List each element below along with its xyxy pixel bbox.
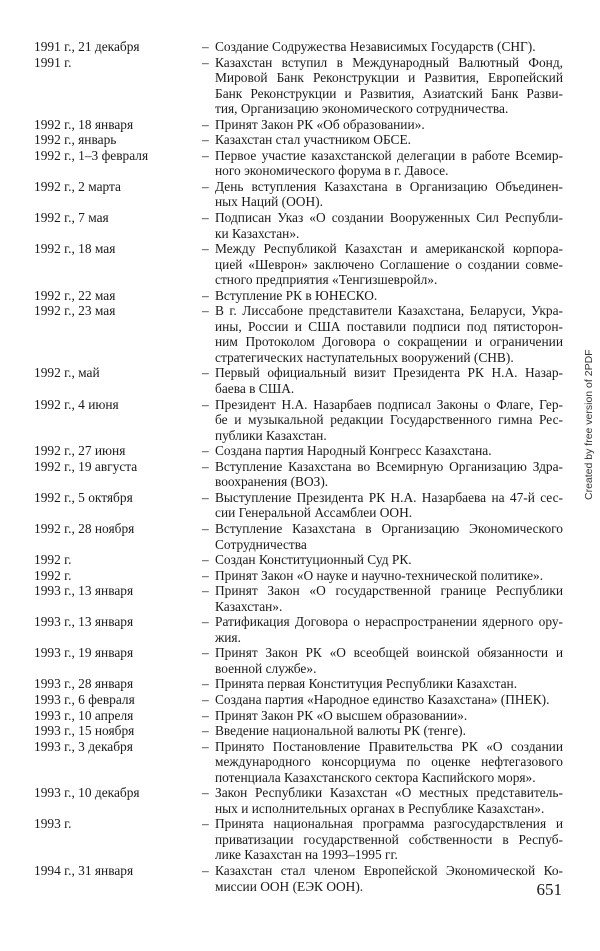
entry-description [215,241,563,288]
entry-dash: – [202,458,209,474]
chronology-entry [34,397,564,444]
page-number: 651 [536,880,562,899]
entry-dash: – [202,785,209,801]
entry-date: 1992 г., 18 января [34,116,134,132]
description-line: ных Наций (ООН). [215,194,323,210]
description-line: ных и исполнительных органах в Республике Казахстан». [215,800,545,816]
entry-description [215,863,563,894]
entry-date: 1993 г., 13 января [34,614,134,630]
description-line: Вступление Казахстана в Организацию Экономического [215,520,563,536]
entry-date: 1992 г., 5 октября [34,489,133,505]
chronology-entry [34,708,564,724]
entry-description [215,614,563,645]
description-line: Ратификация Договора о нераспространении ядерного ору- [215,614,563,630]
entry-date: 1992 г., 7 мая [34,210,109,226]
watermark: Created by free version of 2PDF [583,349,595,500]
chronology-entry [34,614,564,645]
entry-date: 1993 г., 6 февраля [34,691,135,707]
description-line: Принят Закон «О государственной границе Республики [215,583,563,599]
chronology-entry [34,365,564,396]
chronology-entry [34,303,564,365]
description-line: жия. [215,629,241,645]
entry-date: 1992 г., январь [34,132,117,148]
description-line: Выступление Президента РК Н.А. Назарбаева на 47-й сес- [215,489,563,505]
chronology-entry [34,288,564,304]
entry-description [215,397,563,444]
description-line: Мировой Банк Реконструкции и Развития, Европейский [215,70,563,86]
entry-date: 1991 г. [34,54,72,70]
description-line: Принята первая Конституция Республики Казахстан. [215,676,518,692]
chronology-entry [34,692,564,708]
entry-dash: – [202,287,209,303]
entry-description [215,117,563,133]
description-line: потенциала Казахстанского сектора Каспийского моря». [215,769,536,785]
description-line: В г. Лиссабоне представители Казахстана, Беларуси, Укра- [215,303,563,319]
entry-description [215,39,563,55]
description-line: тия, Организацию экономического сотрудничества. [215,101,509,117]
entry-description [215,708,563,724]
chronology-entry [34,459,564,490]
entry-description [215,816,563,863]
entry-dash: – [202,39,209,54]
description-line: Принят Закон РК «Об образовании». [215,116,425,132]
entry-date: 1992 г., 27 июня [34,443,126,459]
entry-description [215,490,563,521]
entry-dash: – [202,178,209,194]
entry-dash: – [202,241,209,257]
entry-dash: – [202,520,209,536]
entry-dash: – [202,396,209,412]
description-line: Первый официальный визит Президента РК Н.А. Назар- [215,365,563,381]
chronology-entry [34,132,564,148]
entry-date: 1992 г., 19 августа [34,458,138,474]
entry-description [215,583,563,614]
entry-dash: – [202,116,209,132]
entry-date: 1992 г., 2 марта [34,178,121,194]
entry-dash: – [202,443,209,459]
description-line: Между Республикой Казахстан и американской корпора- [215,241,563,257]
entry-dash: – [202,707,209,723]
entry-description [215,148,563,179]
description-line: стратегических наступательных вооружений (СНВ). [215,349,514,365]
description-line: Создан Конституционный Суд РК. [215,552,412,568]
entry-dash: – [202,614,209,630]
chronology-entry [34,552,564,568]
entry-date: 1993 г., 10 декабря [34,785,140,801]
entry-date: 1992 г., 22 мая [34,287,116,303]
entry-description [215,723,563,739]
entry-description [215,210,563,241]
entry-description [215,365,563,396]
entry-date: 1992 г., 1–3 февраля [34,147,149,163]
description-line: Создание Содружества Независимых Государств (СНГ). [215,39,536,54]
description-line: Принят Закон РК «О всеобщей воинской обязанности и [215,645,563,661]
entry-description [215,55,563,117]
description-line: лике Казахстан на 1993–1995 гг. [215,847,398,863]
chronology-entry [34,816,564,863]
chronology-entry [34,723,564,739]
entry-dash: – [202,676,209,692]
entry-date: 1992 г. [34,567,72,583]
description-line: военной службе». [215,660,317,676]
description-line: Принято Постановление Правительства РК «О создании [215,738,563,754]
entry-date: 1993 г. [34,816,72,832]
chronology-entry [34,521,564,552]
entry-dash: – [202,303,209,319]
chronology-entry [34,117,564,133]
description-line: воохранения (ВОЗ). [215,474,329,490]
description-line: Вступление РК в ЮНЕСКО. [215,287,378,303]
description-line: сии Генеральной Ассамблеи ООН. [215,505,413,521]
entry-dash: – [202,645,209,661]
description-line: стного предприятия «Тенгизшевройл». [215,272,438,288]
entry-description [215,568,563,584]
chronology-entry [34,863,564,894]
entry-description [215,179,563,210]
entry-dash: – [202,552,209,568]
description-line: Принят Закон РК «О высшем образовании». [215,707,468,723]
entry-dash: – [202,738,209,754]
entry-date: 1992 г., 23 мая [34,303,116,319]
chronology-entry [34,490,564,521]
entry-date: 1992 г., май [34,365,100,381]
entry-date: 1993 г., 3 декабря [34,738,133,754]
description-line: Банк Реконструкции и Развития, Азиатский Банк Разви- [215,85,563,101]
chronology-entry [34,210,564,241]
entry-description [215,303,563,365]
description-line: бе и музыкальной редакции Государственного гимна Рес- [215,412,563,428]
entry-date: 1991 г., 21 декабря [34,39,140,54]
chronology-entry [34,148,564,179]
chronology-entry [34,568,564,584]
entry-dash: – [202,147,209,163]
entry-description [215,459,563,490]
entry-description [215,676,563,692]
entry-date: 1992 г., 4 июня [34,396,119,412]
entry-date: 1992 г., 28 ноября [34,520,135,536]
description-line: Закон Республики Казахстан «О местных представитель- [215,785,563,801]
entry-dash: – [202,132,209,148]
description-line: Принята национальная программа разгосударствления и [215,816,563,832]
entry-date: 1993 г., 28 января [34,676,134,692]
description-line: Подписан Указ «О создании Вооруженных Сил Республи- [215,210,563,226]
entry-dash: – [202,210,209,226]
entry-dash: – [202,365,209,381]
entry-description [215,443,563,459]
description-line: Казахстан стал участником ОБСЕ. [215,132,412,148]
description-line: Вступление Казахстана во Всемирную Организацию Здра- [215,458,563,474]
chronology-entry [34,241,564,288]
description-line: публики Казахстан. [215,427,327,443]
entry-description [215,739,563,786]
description-line: Создана партия «Народное единство Казахстана» (ПНЕК). [215,691,550,707]
entry-description [215,132,563,148]
chronology-entry [34,583,564,614]
chronology-list [34,39,564,894]
entry-dash: – [202,723,209,739]
entry-description [215,288,563,304]
entry-description [215,785,563,816]
entry-dash: – [202,489,209,505]
entry-date: 1993 г., 19 января [34,645,134,661]
description-line: Первое участие казахстанской делегации в работе Всемир- [215,147,563,163]
chronology-entry [34,785,564,816]
description-line: Сотрудничества [215,536,307,552]
chronology-entry [34,55,564,117]
chronology-entry [34,739,564,786]
entry-dash: – [202,862,209,878]
chronology-entry [34,676,564,692]
chronology-entry [34,443,564,459]
description-line: Принят Закон «О науке и научно-технической политике». [215,567,544,583]
chronology-entry [34,645,564,676]
description-line: цией «Шеврон» заключено Соглашение о создании совме- [215,256,563,272]
description-line: международного консорциума по оценке нефтегазового [215,754,563,770]
description-line: Казахстан стал членом Европейской Экономической Ко- [215,862,563,878]
description-line: Создана партия Народный Конгресс Казахстана. [215,443,492,459]
entry-date: 1992 г., 18 мая [34,241,116,257]
entry-description [215,552,563,568]
description-line: Казахстан вступил в Международный Валютный Фонд, [215,54,563,70]
description-line: баева в США. [215,381,295,397]
entry-dash: – [202,567,209,583]
entry-date: 1993 г., 15 ноября [34,723,135,739]
entry-dash: – [202,583,209,599]
entry-dash: – [202,54,209,70]
entry-date: 1992 г. [34,552,72,568]
chronology-entry [34,39,564,55]
entry-date: 1993 г., 10 апреля [34,707,134,723]
entry-description [215,521,563,552]
description-line: ного экономического форума в г. Давосе. [215,163,449,179]
entry-description [215,645,563,676]
entry-dash: – [202,691,209,707]
description-line: ины, России и США поставили подписи под пятисторон- [215,318,563,334]
description-line: миссии ООН (ЕЭК ООН). [215,878,364,894]
description-line: Казахстан». [215,598,283,614]
entry-date: 1994 г., 31 января [34,862,134,878]
entry-dash: – [202,816,209,832]
description-line: ки Казахстан». [215,225,300,241]
description-line: Введение национальной валюты РК (тенге). [215,723,466,739]
description-line: приватизации государственной собственности в Респуб- [215,831,563,847]
chronology-entry [34,179,564,210]
entry-description [215,692,563,708]
description-line: ним Протоколом Договора о сокращении и ограничении [215,334,563,350]
entry-date: 1993 г., 13 января [34,583,134,599]
description-line: День вступления Казахстана в Организацию Объединен- [215,178,563,194]
description-line: Президент Н.А. Назарбаев подписал Законы о Флаге, Гер- [215,396,563,412]
